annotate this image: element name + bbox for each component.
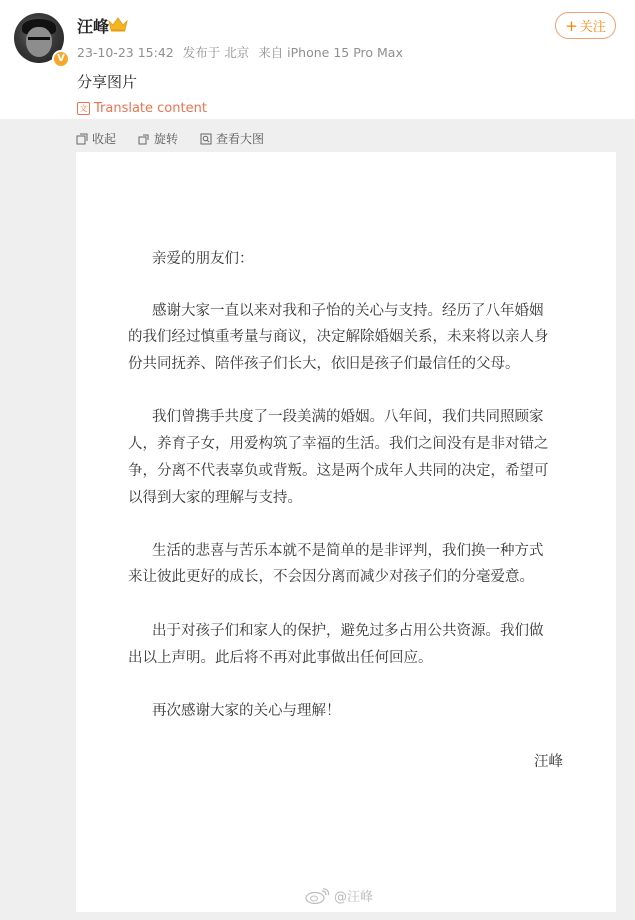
- watermark-text: @汪峰: [334, 890, 374, 905]
- weibo-icon: [304, 888, 330, 904]
- magnify-icon: [200, 133, 212, 145]
- letter-line: 感谢大家一直以来对我和子怡的关心与支持。经历了八年婚姻: [152, 303, 544, 319]
- translate-icon: 文: [77, 102, 90, 115]
- letter-line: 的我们经过慎重考量与商议，决定解除婚姻关系，未来将以亲人身: [128, 329, 549, 345]
- letter-line: 出以上声明。此后将不再对此事做出任何回应。: [128, 650, 433, 666]
- letter-line: 份共同抚养、陪伴孩子们长大，依旧是孩子们最信任的父母。: [128, 356, 520, 372]
- crown-icon: [108, 17, 128, 32]
- letter-salutation: 亲爱的朋友们：: [152, 251, 254, 267]
- post-meta: [77, 43, 408, 61]
- verified-badge-icon: V: [52, 50, 70, 68]
- plus-icon: +: [565, 17, 578, 35]
- post-timestamp[interactable]: 23-10-23 15:42: [77, 45, 174, 60]
- translate-label: Translate content: [94, 101, 207, 116]
- rotate-button[interactable]: [138, 130, 178, 147]
- letter-line: 人，养育子女，用爱构筑了幸福的生活。我们之间没有是非对错之: [128, 436, 549, 452]
- post-device: 来自 iPhone 15 Pro Max: [258, 45, 403, 60]
- letter-line: 以得到大家的理解与支持。: [128, 490, 302, 506]
- image-toolbar: [76, 130, 286, 147]
- collapse-button[interactable]: [76, 130, 116, 147]
- follow-button[interactable]: [555, 12, 616, 39]
- rotate-icon: [138, 133, 150, 145]
- post-location: 发布于 北京: [182, 45, 250, 60]
- letter-line: 我们曾携手共度了一段美满的婚姻。八年间，我们共同照顾家: [152, 409, 544, 425]
- letter-signature: 汪峰: [534, 754, 563, 770]
- letter-line: 出于对孩子们和家人的保护，避免过多占用公共资源。我们做: [152, 623, 544, 639]
- post-text: 分享图片: [77, 73, 138, 91]
- letter-image[interactable]: [76, 152, 616, 912]
- collapse-label: 收起: [92, 132, 117, 146]
- letter-line: 生活的悲喜与苦乐本就不是简单的是非评判，我们换一种方式: [152, 543, 544, 559]
- rotate-label: 旋转: [154, 132, 179, 146]
- user-name[interactable]: 汪峰: [77, 17, 110, 36]
- view-large-label: 查看大图: [216, 132, 265, 146]
- follow-label: 关注: [579, 20, 606, 35]
- translate-link[interactable]: [77, 101, 207, 116]
- collapse-icon: [76, 133, 88, 145]
- view-large-button[interactable]: [200, 130, 264, 147]
- letter-line: 来让彼此更好的成长，不会因分离而减少对孩子们的分毫爱意。: [128, 569, 534, 585]
- weibo-watermark: [304, 886, 373, 905]
- letter-line: 争，分离不代表辜负或背叛。这是两个成年人共同的决定，希望可: [128, 463, 549, 479]
- letter-closing: 再次感谢大家的关心与理解！: [152, 703, 341, 719]
